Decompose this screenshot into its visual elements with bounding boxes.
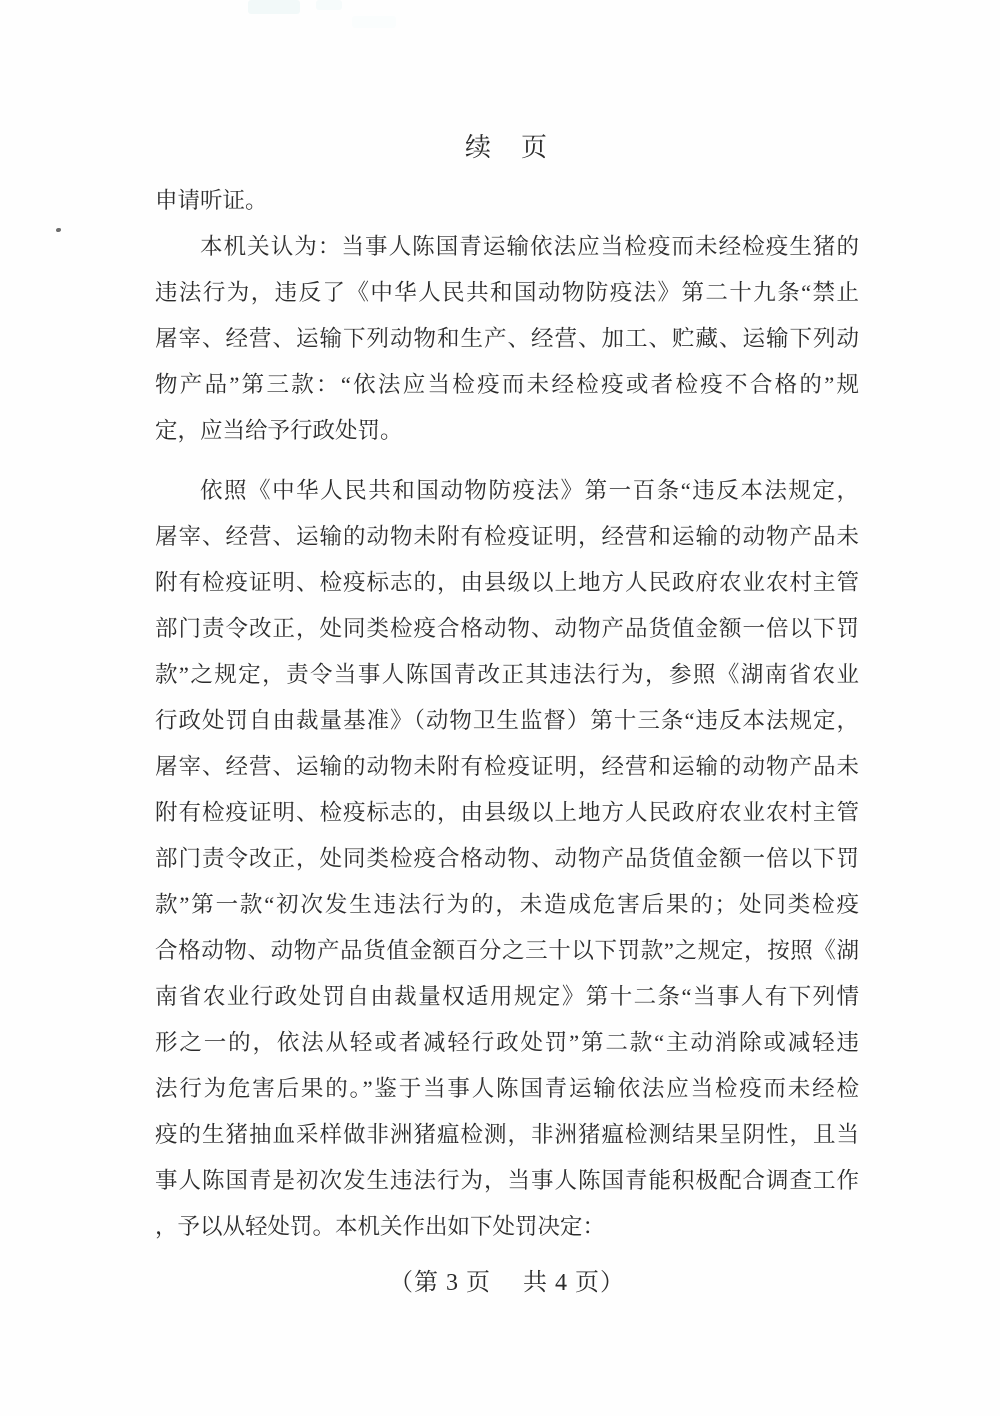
- document-line: 屠宰、经营、运输的动物未附有检疫证明，经营和运输的动物产品未: [155, 524, 859, 549]
- document-line: 屠宰、经营、运输下列动物和生产、经营、加工、贮藏、运输下列动: [155, 326, 859, 351]
- document-line: 法行为危害后果的。”鉴于当事人陈国青运输依法应当检疫而未经检: [155, 1076, 859, 1101]
- document-line: 款”第一款“初次发生违法行为的，未造成危害后果的；处同类检疫: [155, 892, 859, 917]
- document-body: [155, 0, 859, 1306]
- document-line: 物产品”第三款：“依法应当检疫而未经检疫或者检疫不合格的”规: [155, 372, 859, 397]
- document-line: 部门责令改正，处同类检疫合格动物、动物产品货值金额一倍以下罚: [155, 616, 859, 641]
- document-line: 部门责令改正，处同类检疫合格动物、动物产品货值金额一倍以下罚: [155, 846, 859, 871]
- page-number-footer: （第 3 页 共 4 页）: [389, 1270, 625, 1296]
- document-line: 本机关认为：当事人陈国青运输依法应当检疫而未经检疫生猪的: [200, 234, 859, 259]
- document-line: 行政处罚自由裁量基准》（动物卫生监督）第十三条“违反本法规定，: [155, 708, 859, 733]
- document-line: 定，应当给予行政处罚。: [155, 418, 403, 443]
- ink-speck: [56, 228, 61, 232]
- continued-page-title: 续 页: [464, 133, 549, 162]
- document-line: 形之一的，依法从轻或者减轻行政处罚”第二款“主动消除或减轻违: [155, 1030, 859, 1055]
- document-line: 附有检疫证明、检疫标志的，由县级以上地方人民政府农业农村主管: [155, 570, 859, 595]
- document-line: 南省农业行政处罚自由裁量权适用规定》第十二条“当事人有下列情: [155, 984, 859, 1009]
- document-line: 疫的生猪抽血采样做非洲猪瘟检测，非洲猪瘟检测结果呈阴性，且当: [155, 1122, 859, 1147]
- document-line: 屠宰、经营、运输的动物未附有检疫证明，经营和运输的动物产品未: [155, 754, 859, 779]
- document-line: 申请听证。: [155, 188, 268, 213]
- document-line: 违法行为，违反了《中华人民共和国动物防疫法》第二十九条“禁止: [155, 280, 859, 305]
- document-line: 合格动物、动物产品货值金额百分之三十以下罚款”之规定，按照《湖: [155, 938, 859, 963]
- document-line: 款”之规定，责令当事人陈国青改正其违法行为，参照《湖南省农业: [155, 662, 859, 687]
- document-line: ，予以从轻处罚。本机关作出如下处罚决定：: [155, 1214, 606, 1239]
- document-line: 事人陈国青是初次发生违法行为，当事人陈国青能积极配合调查工作: [155, 1168, 859, 1193]
- document-line: 附有检疫证明、检疫标志的，由县级以上地方人民政府农业农村主管: [155, 800, 859, 825]
- document-line: 依照《中华人民共和国动物防疫法》第一百条“违反本法规定，: [200, 478, 859, 503]
